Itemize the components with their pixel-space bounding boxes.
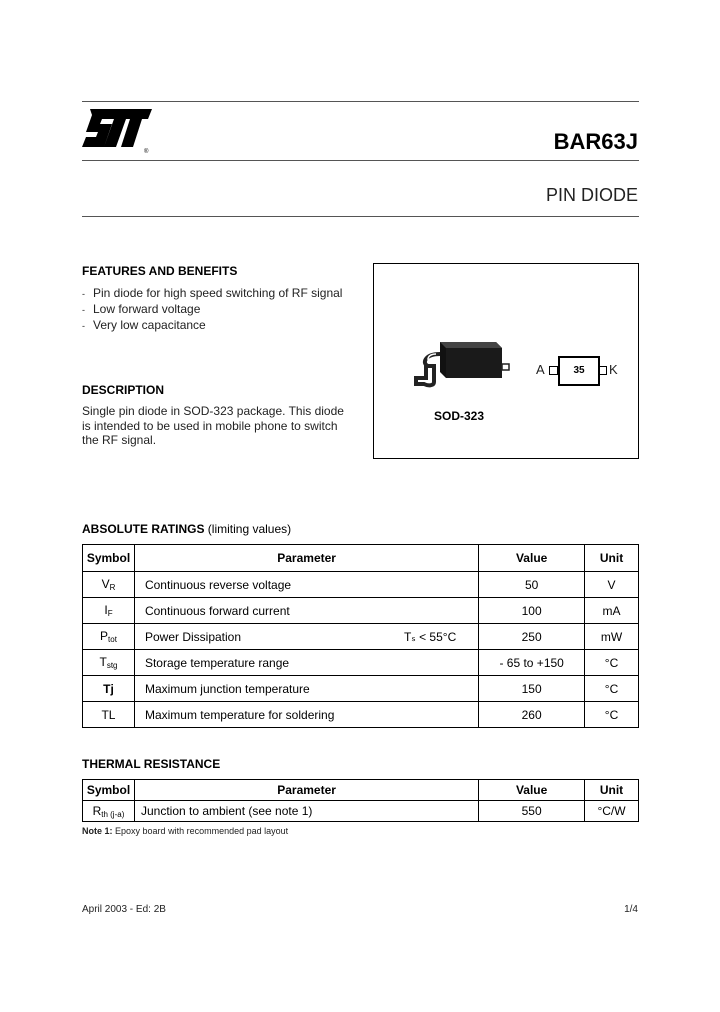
subtitle-rule <box>82 216 639 217</box>
anode-pad <box>549 366 558 375</box>
page-number: 1/4 <box>624 904 638 915</box>
value-cell: 100 <box>479 598 585 624</box>
marking-box <box>558 356 600 386</box>
value-cell: - 65 to +150 <box>479 650 585 676</box>
note-label: Note 1: <box>82 826 113 836</box>
description-heading: DESCRIPTION <box>82 383 165 397</box>
page-subtitle: PIN DIODE <box>545 185 638 205</box>
symbol-cell: Tj <box>83 676 135 702</box>
value-cell: 250 <box>479 624 585 650</box>
symbol-subscript: stg <box>106 661 118 670</box>
table-row <box>83 624 639 650</box>
column-header: Symbol <box>83 545 135 572</box>
parameter-cell: Storage temperature range <box>134 650 478 676</box>
unit-cell: °C <box>585 650 639 676</box>
unit-cell: mA <box>585 598 639 624</box>
parameter-cell: Junction to ambient (see note 1) <box>134 801 478 822</box>
symbol: I <box>104 603 108 617</box>
table-row <box>83 702 639 728</box>
symbol: R <box>92 803 102 818</box>
parameter-cell: Maximum temperature for soldering <box>134 702 478 728</box>
part-number: BAR63J <box>553 129 638 154</box>
absolute-ratings-heading <box>82 522 291 536</box>
thermal-table <box>82 779 639 822</box>
header-rule <box>82 160 639 161</box>
marking-code: 35 <box>573 365 585 376</box>
unit-cell: °C <box>585 676 639 702</box>
description-text: Single pin diode in SOD-323 package. This diode is intended to be used in mobile phone to switch the RF signal. <box>82 404 344 447</box>
unit-cell: °C/W <box>585 801 639 822</box>
table-row <box>83 572 639 598</box>
unit-cell: mW <box>585 624 639 650</box>
absolute-ratings-note: (limiting values) <box>207 522 292 536</box>
symbol: P <box>100 629 109 643</box>
parameter-cell: Continuous forward current <box>134 598 478 624</box>
value-cell: 550 <box>479 801 585 822</box>
note-text: Epoxy board with recommended pad layout <box>115 826 289 836</box>
column-header: Symbol <box>83 780 135 801</box>
symbol-cell <box>83 572 135 598</box>
condition-text: Tₛ < 55°C <box>403 629 457 644</box>
table-row <box>83 598 639 624</box>
column-header: Value <box>479 545 585 572</box>
symbol-cell: TL <box>83 702 135 728</box>
sod323-package-icon <box>410 334 510 394</box>
features-heading: FEATURES AND BENEFITS <box>82 264 238 278</box>
unit-cell: V <box>585 572 639 598</box>
footer-date: April 2003 - Ed: 2B <box>82 904 166 915</box>
thermal-note <box>82 826 288 836</box>
anode-label: A <box>536 362 545 377</box>
table-header-row <box>83 780 639 801</box>
symbol-subscript: F <box>107 609 113 618</box>
value-cell: 260 <box>479 702 585 728</box>
column-header: Parameter <box>134 780 478 801</box>
symbol-cell <box>83 598 135 624</box>
parameter-cell <box>134 624 478 650</box>
table-row <box>83 650 639 676</box>
thermal-heading: THERMAL RESISTANCE <box>82 757 221 771</box>
features-list <box>82 285 342 333</box>
symbol-subscript: R <box>109 583 116 592</box>
absolute-ratings-title: ABSOLUTE RATINGS <box>82 522 205 536</box>
parameter-cell: Maximum junction temperature <box>134 676 478 702</box>
symbol-cell <box>83 801 135 822</box>
feature-item: - Low forward voltage <box>82 301 342 317</box>
parameter-text: Power Dissipation <box>144 629 242 644</box>
table-header-row <box>83 545 639 572</box>
value-cell: 50 <box>479 572 585 598</box>
svg-text:®: ® <box>144 149 149 155</box>
symbol: V <box>101 577 110 591</box>
unit-cell: °C <box>585 702 639 728</box>
symbol-subscript: tot <box>108 635 117 644</box>
column-header: Unit <box>585 545 639 572</box>
symbol-cell <box>83 650 135 676</box>
cathode-pad <box>598 366 607 375</box>
symbol-subscript: th (j-a) <box>101 809 125 819</box>
symbol-cell <box>83 624 135 650</box>
feature-item: - Very low capacitance <box>82 317 342 333</box>
value-cell: 150 <box>479 676 585 702</box>
column-header: Parameter <box>134 545 478 572</box>
column-header: Unit <box>585 780 639 801</box>
table-row <box>83 676 639 702</box>
package-box <box>373 263 639 459</box>
parameter-cell: Continuous reverse voltage <box>134 572 478 598</box>
cathode-label: K <box>609 362 618 377</box>
feature-item: - Pin diode for high speed switching of RF signal <box>82 285 342 301</box>
st-logo-icon <box>82 107 154 155</box>
symbol: T <box>99 655 107 669</box>
absolute-ratings-table <box>82 544 639 728</box>
column-header: Value <box>479 780 585 801</box>
top-rule <box>82 101 639 102</box>
package-label: SOD-323 <box>434 409 485 423</box>
table-row <box>83 801 639 822</box>
